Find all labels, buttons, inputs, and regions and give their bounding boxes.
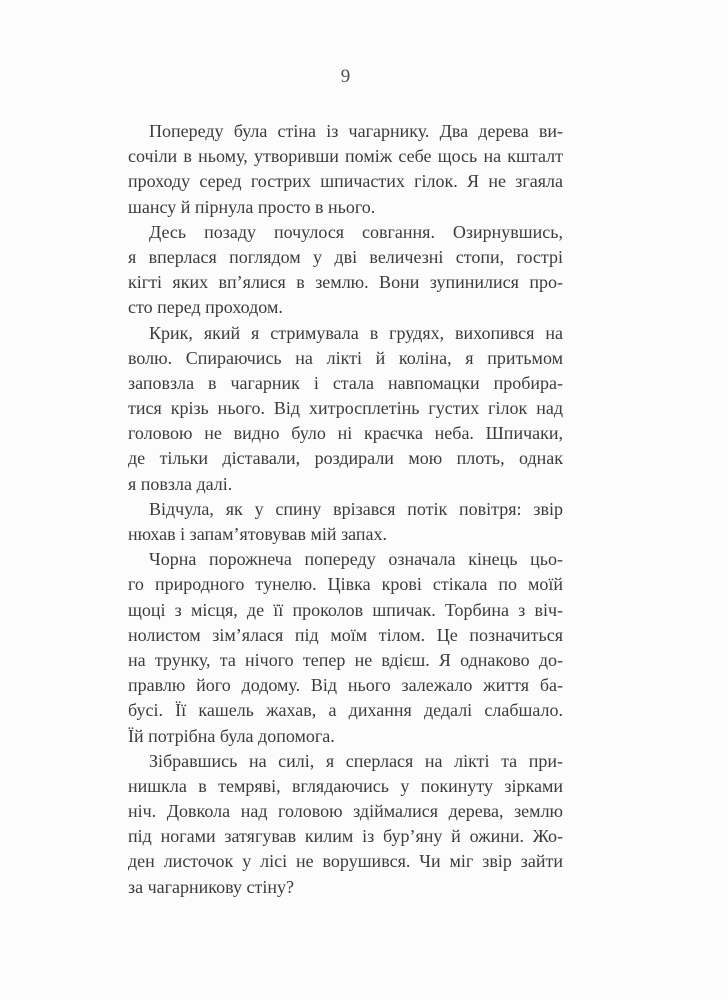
text-line: шансу й пірнула просто в нього. bbox=[128, 196, 376, 217]
text-line: за чагарникову стіну? bbox=[128, 876, 294, 897]
paragraph bbox=[128, 497, 563, 547]
text-line: правлю його додому. Від нього залежало життя ба- bbox=[128, 675, 563, 696]
paragraph bbox=[128, 119, 563, 220]
text-line: нюхав і запам’ятовував мій запах. bbox=[128, 524, 388, 544]
paragraph bbox=[128, 749, 563, 900]
text-line: де тільки діставали, роздирали мою плоть, однак bbox=[128, 448, 563, 469]
text-line: я вперлася поглядом у дві величезні стопи, гострі bbox=[128, 246, 563, 267]
text-line: Десь позаду почулося совгання. Озирнувшись, bbox=[149, 221, 563, 242]
text-line: нишкла в темряві, вглядаючись у покинуту зірками bbox=[128, 775, 563, 796]
text-line: ден листочок у лісі не ворушився. Чи міг звір зайти bbox=[128, 851, 563, 872]
text-line: Попереду була стіна із чагарнику. Два дерева ви- bbox=[149, 121, 563, 141]
text-line: бусі. Її кашель жахав, а дихання дедалі слабшало. bbox=[128, 700, 563, 721]
text-line: нолистом зім’ялася під моїм тілом. Це позначиться bbox=[128, 624, 563, 645]
text-line: сто перед проходом. bbox=[128, 297, 283, 318]
text-line: Їй потрібна була допомога. bbox=[128, 725, 335, 746]
text-line: Відчула, як у спину врізався потік повітря: звір bbox=[149, 498, 563, 519]
text-line: Зібравшись на силі, я сперлася на лікті та при- bbox=[149, 750, 563, 771]
text-line: тися крізь нього. Від хитросплетінь густих гілок над bbox=[128, 398, 563, 419]
paragraph bbox=[128, 547, 563, 749]
text-line: проходу серед гострих шпичастих гілок. Я не згаяла bbox=[128, 171, 563, 192]
text-line: щоці з місця, де її проколов шпичак. Торбина з віч- bbox=[128, 599, 563, 620]
text-line: сочіли в ньому, утворивши поміж себе щось на кшталт bbox=[128, 146, 563, 167]
text-line: заповзла в чагарник і стала навпомацки пробира- bbox=[128, 372, 563, 393]
text-line: волю. Спираючись на лікті й коліна, я притьмом bbox=[128, 347, 563, 368]
body-text bbox=[128, 119, 563, 900]
text-line: на трунку, та нічого тепер не вдієш. Я однаково до- bbox=[128, 649, 563, 670]
text-line: головою не видно було ні краєчка неба. Шпичаки, bbox=[128, 423, 563, 444]
text-line: ніч. Довкола над головою здіймалися дерева, землю bbox=[128, 801, 563, 822]
page-number: 9 bbox=[340, 66, 351, 87]
text-line: під ногами затягував килим із бур’яну й ожини. Жо- bbox=[128, 826, 563, 847]
paragraph bbox=[128, 220, 563, 321]
text-line: я повзла далі. bbox=[128, 473, 233, 494]
text-line: Чорна порожнеча попереду означала кінець цьо- bbox=[149, 549, 563, 570]
text-line: кігті яких вп’ялися в землю. Вони зупинилися про- bbox=[128, 272, 563, 293]
text-line: Крик, який я стримувала в грудях, вихопився на bbox=[149, 322, 563, 343]
text-line: го природного тунелю. Цівка крові стікала по моїй bbox=[128, 574, 563, 595]
paragraph bbox=[128, 321, 563, 497]
